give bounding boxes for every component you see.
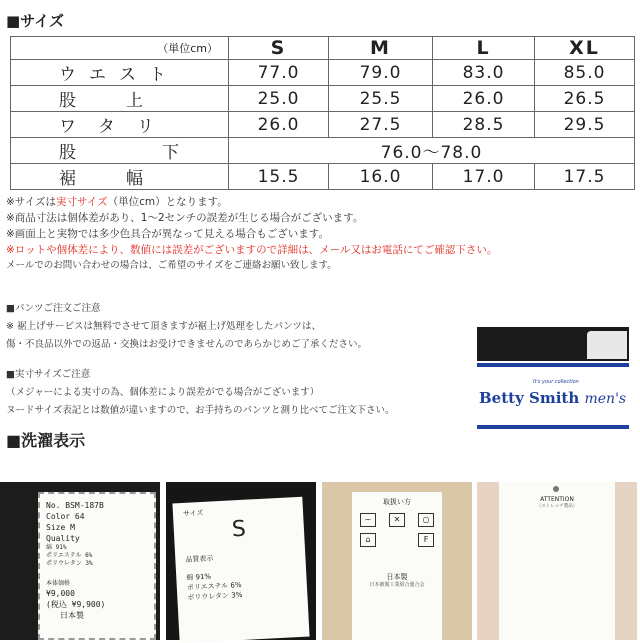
care-label-photo (322, 482, 472, 640)
attention-label-photo (477, 482, 637, 640)
size-table (10, 36, 635, 190)
rise-xl: 26.5 (535, 86, 635, 112)
hem-s: 15.5 (229, 164, 329, 190)
pants-notes-heading: ■パンツご注文ご注意 (6, 303, 101, 314)
unit-label: （単位cm） (11, 37, 229, 60)
note-color: ※画面上と実物では多少色具合が異なって見える場合もございます。 (6, 228, 329, 240)
hem-m: 16.0 (329, 164, 433, 190)
inseam-value: 76.0〜78.0 (229, 138, 635, 164)
actual-size-notes (6, 366, 395, 420)
size-label: サイズ S 品質表示 綿 91% ポリエステル 6% ポリウレタン 3% (172, 497, 309, 643)
thigh-l: 28.5 (433, 112, 535, 138)
rise-m: 25.5 (329, 86, 433, 112)
size-label-photo (166, 482, 316, 640)
actual-size-highlight: 実寸サイズ (55, 196, 108, 208)
rise-l: 26.0 (433, 86, 535, 112)
no-tumble-dry-icon: ○ (418, 513, 434, 527)
thigh-row (11, 112, 635, 138)
thigh-s: 26.0 (229, 112, 329, 138)
hem-label: 裾幅 (11, 164, 229, 190)
waist-label: ウエスト (11, 60, 229, 86)
care-label: 取扱い方 ~ ✕ ○ ⌂ F 日本製 日本被服工業組合連合会 (352, 492, 442, 640)
size-s-header: S (229, 37, 329, 60)
wash-section-title: ■洗濯表示 (6, 431, 86, 450)
note-actual-size: ※サイズは実寸サイズ（単位cm）となります。 (6, 196, 228, 208)
tag-hole (553, 486, 559, 492)
waist-l: 83.0 (433, 60, 535, 86)
size-m-header: M (329, 37, 433, 60)
size-xl-header: XL (535, 37, 635, 60)
size-header-row (11, 37, 635, 60)
attention-label: ATTENTION （ストレッチ製品） (499, 482, 615, 640)
waist-s: 77.0 (229, 60, 329, 86)
waist-row (11, 60, 635, 86)
pants-note-hemming: ※ 裾上げサービスは無料でさせて頂きますが裾上げ処理をしたパンツは、 (6, 321, 321, 332)
waist-m: 79.0 (329, 60, 433, 86)
brand-tag-photo (477, 327, 629, 447)
rise-s: 25.0 (229, 86, 329, 112)
brand-logo: Betty Smith men's (479, 389, 627, 407)
dry-clean-icon: F (418, 533, 434, 547)
price-tag: No. BSM-187B Color 64 Size M Quality 綿 91% ポリエステル 6% ポリウレタン 3% 本体価格 ¥9,000 (税込 ¥9,900) 日本製 (38, 492, 156, 640)
brand-slogan: It's your collection (533, 379, 579, 385)
size-notes (6, 194, 497, 274)
note-lot-variance: ※ロットや個体差により、数値には誤差がございますので詳細は、メール又はお電話にてご確認下さい。 (6, 244, 498, 256)
actual-size-note-measure: （メジャーによる実寸の為、個体差により誤差がでる場合がございます） (6, 387, 320, 398)
brand-tag (477, 361, 629, 447)
pants-note-returns: 傷・不良品以外での返品・交換はお受けできませんのであらかじめご了承ください。 (6, 339, 368, 350)
hem-xl: 17.5 (535, 164, 635, 190)
actual-size-heading: ■実寸サイズご注意 (6, 369, 91, 380)
price-tag-photo (0, 482, 160, 640)
hem-row (11, 164, 635, 190)
size-l-header: L (433, 37, 535, 60)
note-tolerance: ※商品寸法は個体差があり、1〜2センチの誤差が生じる場合がございます。 (6, 212, 364, 224)
thigh-m: 27.5 (329, 112, 433, 138)
iron-icon: ⌂ (360, 533, 376, 547)
thigh-xl: 29.5 (535, 112, 635, 138)
inseam-row (11, 138, 635, 164)
rise-row (11, 86, 635, 112)
hem-l: 17.0 (433, 164, 535, 190)
inseam-label: 股下 (11, 138, 229, 164)
thigh-label: ワタリ (11, 112, 229, 138)
pants-notes (6, 300, 367, 354)
no-bleach-icon: ✕ (389, 513, 405, 527)
size-section-title: ■サイズ (6, 12, 64, 30)
actual-size-note-compare: ヌードサイズ表記とは数値が違いますので、お手持ちのパンツと測り比べてご注文下さい。 (6, 405, 395, 416)
waist-xl: 85.0 (535, 60, 635, 86)
note-email-inquiry: メールでのお問い合わせの場合は、ご希望のサイズをご連絡お願い致します。 (6, 260, 337, 271)
wash-tub-icon: ~ (360, 513, 376, 527)
rise-label: 股上 (11, 86, 229, 112)
